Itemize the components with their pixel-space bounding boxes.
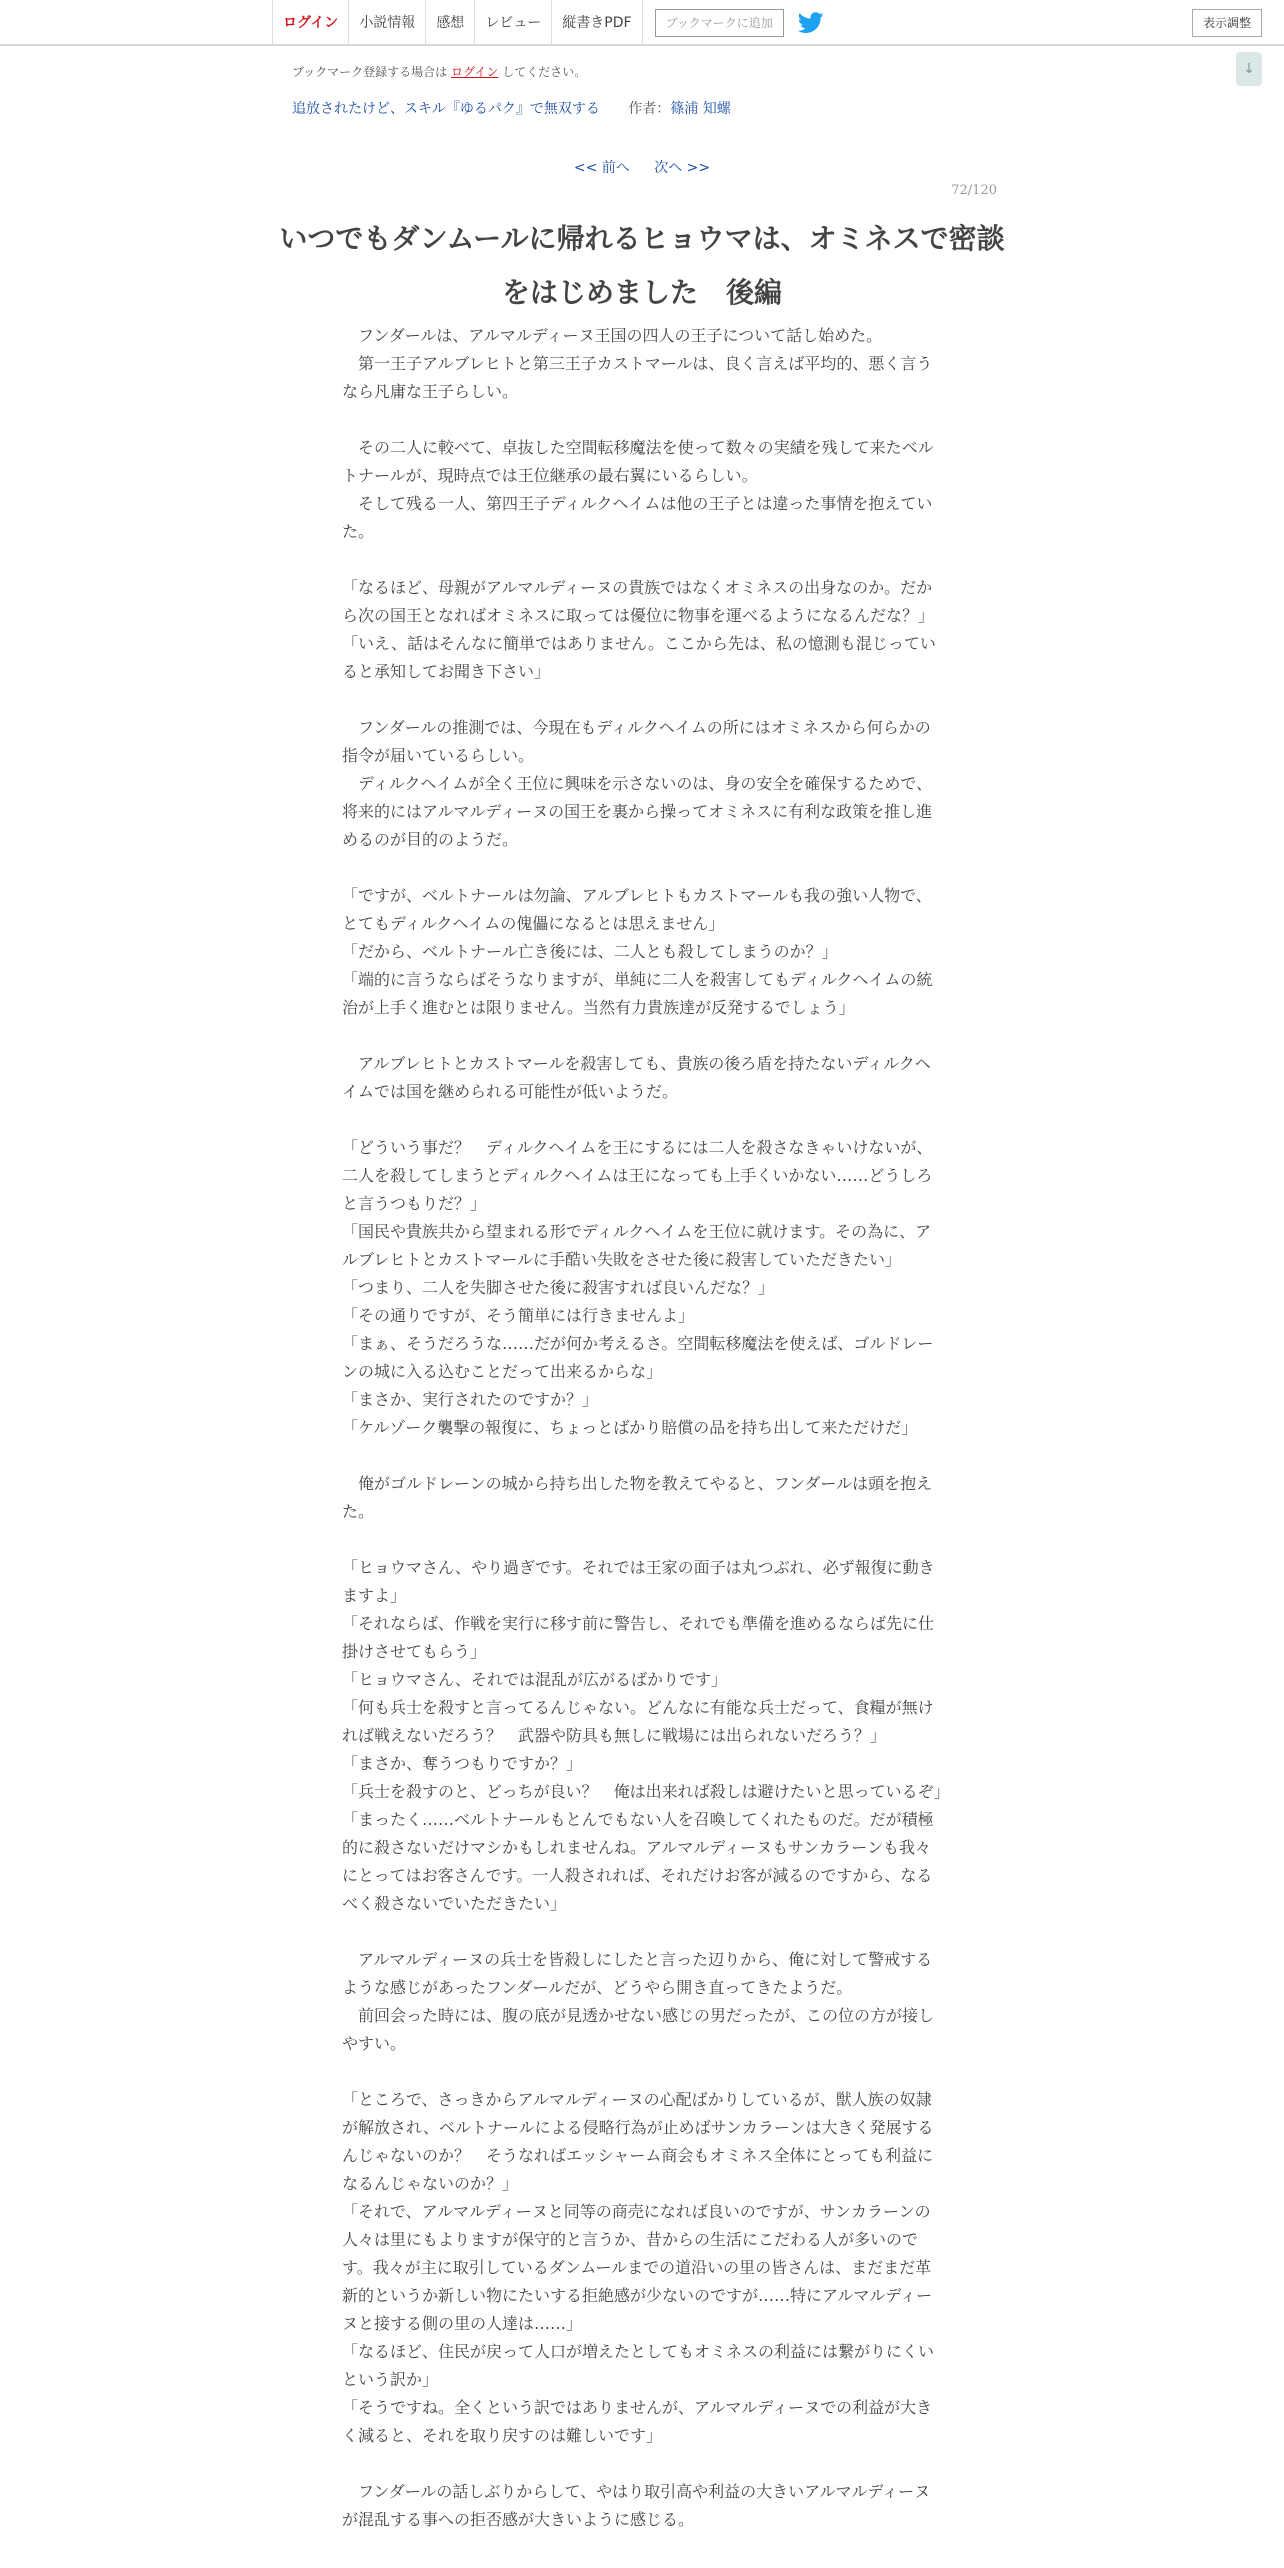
blank-line xyxy=(342,854,942,882)
body-paragraph: 第一王子アルブレヒトと第三王子カストマールは、良く言えば平均的、悪く言うなら凡庸な王子らしい。 xyxy=(342,354,933,401)
body-paragraph: 「その通りですが、そう簡単には行きませんよ」 xyxy=(342,1306,695,1325)
body-paragraph: 「それならば、作戦を実行に移す前に警告し、それでも準備を進めるならば先に仕掛けさせてもらう」 xyxy=(342,1614,935,1661)
body-paragraph: 「ヒョウマさん、それでは混乱が広がるばかりです」 xyxy=(342,1670,727,1689)
body-paragraph: 「なるほど、母親がアルマルディーヌの貴族ではなくオミネスの出身なのか。だから次の国王となればオミネスに取っては優位に物事を運べるようになるんだな？」 xyxy=(342,578,935,625)
nav-review[interactable]: レビュー xyxy=(474,0,551,46)
nav-novel-info[interactable]: 小説情報 xyxy=(348,0,425,46)
prev-chapter-link[interactable]: << 前へ xyxy=(573,160,630,176)
top-nav-bar xyxy=(0,0,1284,46)
main-nav xyxy=(272,0,824,46)
chapter-count: 72/120 xyxy=(951,183,997,198)
blank-line xyxy=(342,1442,942,1470)
login-note-link[interactable]: ログイン xyxy=(451,65,499,79)
blank-line xyxy=(342,1526,942,1554)
body-paragraph: 「それで、アルマルディーヌと同等の商売になれば良いのですが、サンカラーンの人々は里にもよりますが保守的と言うか、昔からの生活にこだわる人が多いのです。我々が主に取引しているダンムールまでの道沿いの里の皆さんは、まだまだ革新的というか新しい物にたいする拒絶感が少ないのですが……特にアルマルディーヌと接する側の里の人達は……」 xyxy=(342,2202,933,2333)
body-paragraph: 「ケルゾーク襲撃の報復に、ちょっとばかり賠償の品を持ち出して来ただけだ」 xyxy=(342,1418,918,1437)
body-paragraph: 「ですが、ベルトナールは勿論、アルブレヒトもカストマールも我の強い人物で、とてもディルクヘイムの傀儡になるとは思えません」 xyxy=(342,886,932,933)
body-paragraph: 「端的に言うならばそうなりますが、単純に二人を殺害してもディルクヘイムの統治が上手く進むとは限りません。当然有力貴族達が反発するでしょう」 xyxy=(342,970,933,1017)
body-paragraph: 「兵士を殺すのと、どっちが良い？ 俺は出来れば殺しは避けたいと思っているぞ」 xyxy=(342,1782,950,1801)
scroll-down-button[interactable]: ↓ xyxy=(1236,52,1262,86)
body-paragraph: 「いえ、話はそんなに簡単ではありません。ここから先は、私の憶測も混じっていると承知してお聞き下さい」 xyxy=(342,634,936,681)
body-paragraph: 「つまり、二人を失脚させた後に殺害すれば良いんだな？」 xyxy=(342,1278,775,1297)
body-paragraph: 「ところで、さっきからアルマルディーヌの心配ばかりしているが、獣人族の奴隷が解放され、ベルトナールによる侵略行為が止めばサンカラーンは大きく発展するんじゃないのか？ そうなればエッシャーム商会もオミネス全体にとっても利益になるんじゃないのか？」 xyxy=(342,2090,934,2193)
body-paragraph: 「そうですね。全くという訳ではありませんが、アルマルディーヌでの利益が大きく減ると、それを取り戻すのは難しいです」 xyxy=(342,2398,933,2445)
author-label: 作者： xyxy=(628,101,671,117)
blank-line xyxy=(342,2058,942,2086)
chapter-pager xyxy=(0,157,1284,177)
nav-vertical-pdf[interactable]: 縦書きPDF xyxy=(551,0,642,46)
login-note xyxy=(292,63,586,80)
body-paragraph: 「まったく……ベルトナールもとんでもない人を召喚してくれたものだ。だが積極的に殺さないだけマシかもしれませんね。アルマルディーヌもサンカラーンも我々にとってはお客さんです。一人殺されれば、それだけお客が減るのですから、なるべく殺さないでいただきたい」 xyxy=(342,1810,934,1913)
body-paragraph: フンダールの話しぶりからして、やはり取引高や利益の大きいアルマルディーヌが混乱する事への拒否感が大きいように感じる。 xyxy=(342,2482,931,2529)
body-paragraph: アルマルディーヌの兵士を皆殺しにしたと言った辺りから、俺に対して警戒するような感じがあったフンダールだが、どうやら開き直ってきたようだ。 xyxy=(342,1950,933,1997)
body-paragraph: ディルクヘイムが全く王位に興味を示さないのは、身の安全を確保するためで、将来的にはアルマルディーヌの国王を裏から操ってオミネスに有利な政策を推し進めるのが目的のようだ。 xyxy=(342,774,933,849)
body-paragraph: フンダールの推測では、今現在もディルクヘイムの所にはオミネスから何らかの指令が届いているらしい。 xyxy=(342,718,931,765)
blank-line xyxy=(342,406,942,434)
body-paragraph: 「まさか、実行されたのですか？」 xyxy=(342,1390,599,1409)
body-paragraph: 前回会った時には、腹の底が見透かせない感じの男だったが、この位の方が接しやすい。 xyxy=(342,2006,935,2053)
body-paragraph: アルブレヒトとカストマールを殺害しても、貴族の後ろ盾を持たないディルクヘイムでは国を継められる可能性が低いようだ。 xyxy=(342,1054,931,1101)
blank-line xyxy=(342,546,942,574)
blank-line xyxy=(342,1022,942,1050)
chapter-title: いつでもダンムールに帰れるヒョウマは、オミネスで密談をはじめました 後編 xyxy=(279,222,1005,309)
login-note-suffix: してください。 xyxy=(502,65,587,79)
nav-impressions[interactable]: 感想 xyxy=(425,0,474,46)
author-name-link[interactable]: 篠浦 知螺 xyxy=(670,101,731,117)
blank-line xyxy=(342,686,942,714)
body-paragraph: その二人に較べて、卓抜した空間転移魔法を使って数々の実績を残して来たベルトナールが、現時点では王位継承の最右翼にいるらしい。 xyxy=(342,438,934,485)
blank-line xyxy=(342,1106,942,1134)
blank-line xyxy=(342,1918,942,1946)
body-paragraph: 「まぁ、そうだろうな……だが何か考えるさ。空間転移魔法を使えば、ゴルドレーンの城に入る込むことだって出来るからな」 xyxy=(342,1334,934,1381)
twitter-icon[interactable] xyxy=(798,12,824,34)
add-bookmark-button[interactable]: ブックマークに追加 xyxy=(655,9,784,37)
nav-login[interactable]: ログイン xyxy=(272,0,348,46)
blank-line xyxy=(342,2450,942,2478)
body-paragraph: 「どういう事だ？ ディルクヘイムを王にするには二人を殺さなきゃいけないが、二人を殺してしまうとディルクヘイムは王になっても上手くいかない……どうしろと言うつもりだ？」 xyxy=(342,1138,933,1213)
body-paragraph: 俺がゴルドレーンの城から持ち出した物を教えてやると、フンダールは頭を抱えた。 xyxy=(342,1474,933,1521)
body-paragraph: そして残る一人、第四王子ディルクヘイムは他の王子とは違った事情を抱えていた。 xyxy=(342,494,933,541)
next-chapter-link[interactable]: 次へ >> xyxy=(654,160,711,176)
body-paragraph: フンダールは、アルマルディーヌ王国の四人の王子について話し始めた。 xyxy=(342,326,883,345)
novel-title-link[interactable]: 追放されたけど、スキル『ゆるパク』で無双する xyxy=(292,101,600,117)
body-paragraph: 「なるほど、住民が戻って人口が増えたとしてもオミネスの利益には繋がりにくいという訳か」 xyxy=(342,2342,935,2389)
body-paragraph: 「まさか、奪うつもりですか？」 xyxy=(342,1754,583,1773)
body-paragraph: 「ヒョウマさん、やり過ぎです。それでは王家の面子は丸つぶれ、必ず報復に動きますよ」 xyxy=(342,1558,935,1605)
body-paragraph: 「国民や貴族共から望まれる形でディルクヘイムを王位に就けます。その為に、アルブレヒトとカストマールに手酷い失敗をさせた後に殺害していただきたい」 xyxy=(342,1222,932,1269)
chapter-body xyxy=(342,322,950,2534)
login-note-prefix: ブックマーク登録する場合は xyxy=(292,65,448,79)
display-adjust-button[interactable]: 表示調整 xyxy=(1192,9,1262,37)
body-paragraph: 「だから、ベルトナール亡き後には、二人とも殺してしまうのか？」 xyxy=(342,942,838,961)
body-paragraph: 「何も兵士を殺すと言ってるんじゃない。どんなに有能な兵士だって、食糧が無ければ戦えないだろう？ 武器や防具も無しに戦場には出られないだろう？」 xyxy=(342,1698,934,1745)
novel-info xyxy=(292,98,731,118)
